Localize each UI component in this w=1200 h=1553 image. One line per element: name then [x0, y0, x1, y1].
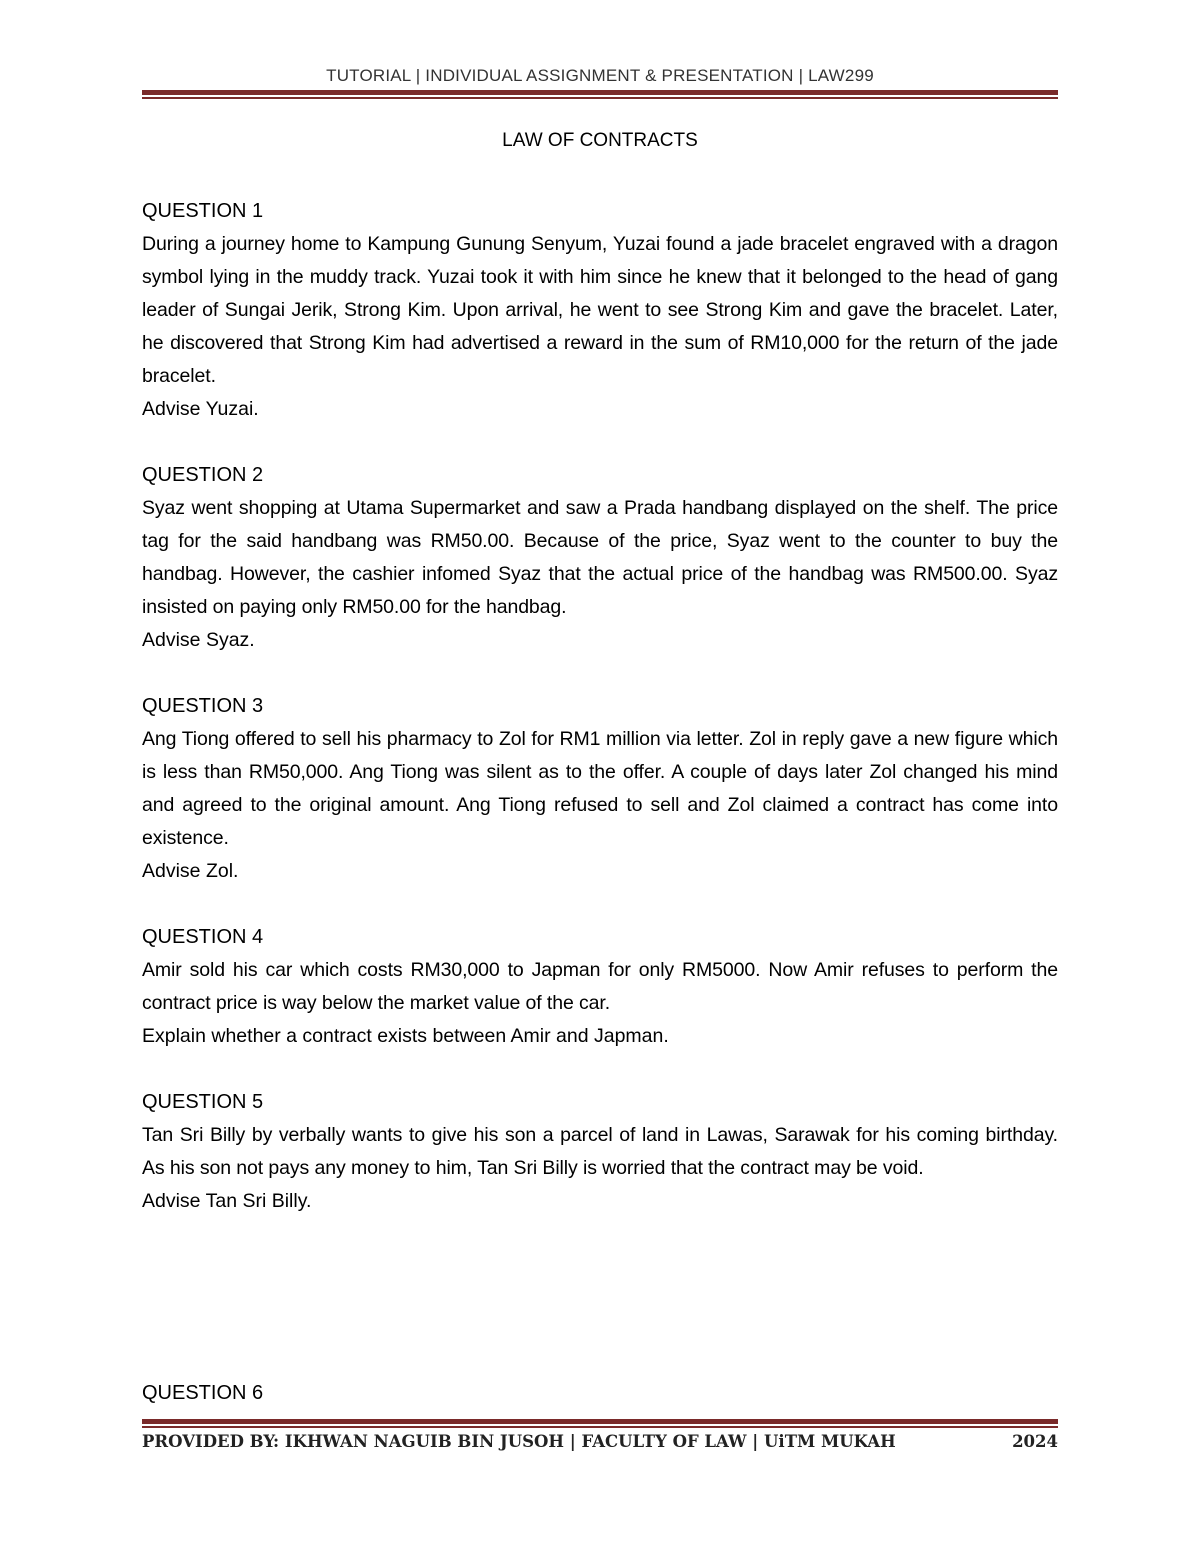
footer-year: 2024: [1012, 1432, 1058, 1451]
question-heading: QUESTION 3: [142, 695, 264, 717]
question-3: [142, 690, 1058, 888]
question-instruction: Explain whether a contract exists between Amir and Japman.: [142, 1025, 669, 1047]
footer-credit: PROVIDED BY: IKHWAN NAGUIB BIN JUSOH | FACULTY OF LAW | UiTM MUKAH: [142, 1432, 896, 1451]
question-body: Tan Sri Billy by verbally wants to give his son a parcel of land in Lawas, Sarawak for his coming birthday. As his son not pays any money to him, Tan Sri Billy is worried that the contract may be void.: [142, 1124, 1058, 1179]
question-6-heading: QUESTION 6: [142, 1382, 264, 1404]
question-2: [142, 459, 1058, 657]
footer-divider: [142, 1419, 1058, 1428]
question-body: Syaz went shopping at Utama Supermarket and saw a Prada handbang displayed on the shelf. The price tag for the said handbang was RM50.00. Because of the price, Syaz went to the counter to buy the handbag. However, the cashier infomed Syaz that the actual price of the handbag was RM500.00. Syaz insisted on paying only RM50.00 for the handbag.: [142, 497, 1058, 618]
question-heading: QUESTION 5: [142, 1091, 264, 1113]
question-5: [142, 1086, 1058, 1218]
question-1: [142, 195, 1058, 426]
page-header: TUTORIAL | INDIVIDUAL ASSIGNMENT & PRESENTATION | LAW299: [326, 66, 874, 85]
question-heading: QUESTION 4: [142, 926, 264, 948]
question-body: During a journey home to Kampung Gunung Senyum, Yuzai found a jade bracelet engraved with a dragon symbol lying in the muddy track. Yuzai took it with him since he knew that it belonged to the head of gang leader of Sungai Jerik, Strong Kim. Upon arrival, he went to see Strong Kim and gave the bracelet. Later, he discovered that Strong Kim had advertised a reward in the sum of RM10,000 for the return of the jade bracelet.: [142, 233, 1058, 387]
question-instruction: Advise Tan Sri Billy.: [142, 1190, 312, 1212]
document-title: LAW OF CONTRACTS: [502, 130, 698, 151]
questions-list: [142, 195, 1058, 1251]
page-footer: [142, 1432, 1058, 1451]
question-body: Ang Tiong offered to sell his pharmacy to Zol for RM1 million via letter. Zol in reply gave a new figure which is less than RM50,000. Ang Tiong was silent as to the offer. A couple of days later Zol changed his mind and agreed to the original amount. Ang Tiong refused to sell and Zol claimed a contract has come into existence.: [142, 728, 1058, 849]
question-heading: QUESTION 1: [142, 200, 264, 222]
question-heading: QUESTION 2: [142, 464, 264, 486]
question-instruction: Advise Syaz.: [142, 629, 255, 651]
question-body: Amir sold his car which costs RM30,000 to Japman for only RM5000. Now Amir refuses to perform the contract price is way below the market value of the car.: [142, 959, 1058, 1014]
question-4: [142, 921, 1058, 1053]
header-divider: [142, 90, 1058, 99]
question-instruction: Advise Yuzai.: [142, 398, 259, 420]
question-instruction: Advise Zol.: [142, 860, 239, 882]
